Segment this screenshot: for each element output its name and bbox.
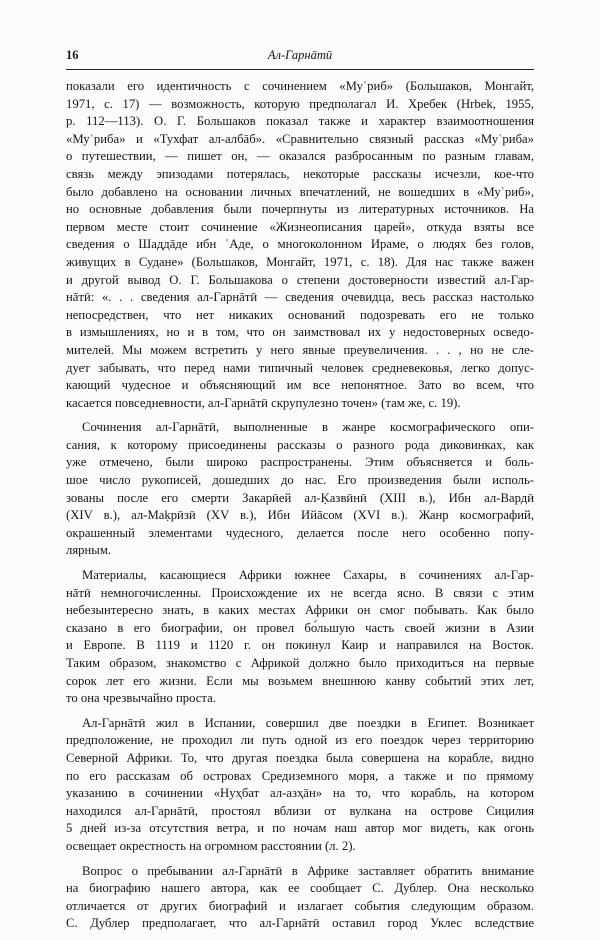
text-line: р. 112—113). О. Г. Большаков показал также и характер взаимоотношения <box>66 114 534 129</box>
text-line: Вопрос о пребывании ал-Гарнāтӣ в Африке заставляет обратить внимание <box>82 863 534 878</box>
running-title: Ал-Гарнāтӣ <box>267 48 333 62</box>
text-line: шое число рукописей, дошедших до нас. Его произведения были исполь- <box>66 473 534 488</box>
paragraph <box>66 419 534 560</box>
text-line: небезынтересно знать, в каких местах Африки он смог побывать. Как было <box>66 603 534 618</box>
text-line: то она чрезвычайно проста. <box>66 691 216 706</box>
text-line: указанию в сочинении «Нуҳбат ал-азҳāн» на то, что корабль, на котором <box>66 786 534 801</box>
text-line: 5 дней из-за отсутствия ветра, и по ночам наш автор мог видеть, как огонь <box>66 821 534 836</box>
header-rule <box>66 69 534 70</box>
text-line: и другой вывод О. Г. Большакова о степени достоверности известий ал-Гар- <box>66 272 534 287</box>
text-line: 1971, с. 17) — возможность, которую предполагал И. Хребек (Hrbek, 1955, <box>66 96 534 111</box>
text-line: в измышлениях, но и в том, что он заимствовал их у недостоверных осведо- <box>66 325 534 340</box>
text-line: о путешествии, — пишет он, — оказался разбросанным по разным главам, <box>66 149 534 164</box>
text-line: С. Дублер предполагает, что ал-Гарнāтӣ оставил город Уклес вследствие <box>66 916 534 931</box>
text-line: находился ал-Гарнāтӣ, простоял вблизи от вулкана на острове Сицилия <box>66 803 534 818</box>
text-line: на биографию нашего автора, как ее сообщает С. Дублер. Она несколько <box>66 881 534 896</box>
text-line: (XIV в.), ал-Маḳрӣзӣ (XV в.), Ибн Ийāсом (XVI в.). Жанр космографий, <box>66 508 534 523</box>
paragraph <box>66 715 534 856</box>
page-number: 16 <box>66 48 79 62</box>
text-line: Ал-Гарнāтӣ жил в Испании, совершил две поездки в Египет. Возникает <box>82 715 534 730</box>
text-line: сания, к которому присоединены рассказы о разного рода диковинках, как <box>66 437 534 452</box>
text-line: кающий чудесное и объясняющий им все непонятное. Зато во всем, что <box>66 378 534 393</box>
text-line: мителей. Мы можем встретить у него явные преувеличения. . . , но не сле- <box>66 342 534 357</box>
text-line: живущих в Судане» (Большаков, Монгайт, 1971, с. 18). Для нас также важен <box>66 254 534 269</box>
text-line: но основные добавления были почерпнуты из литературных источников. На <box>66 202 534 217</box>
text-line: Таким образом, знакомство с Африкой должно было приходиться на первые <box>66 656 534 670</box>
text-line: по его рассказам об островах Средиземного моря, а также и по прямому <box>66 768 534 783</box>
text-line: нāтӣ: «. . . сведения ал-Гарнāтӣ — сведения очевидца, весь рассказ настолько <box>66 290 534 305</box>
text-line: непосредствен, что нет никаких оснований подозревать его не только <box>66 307 534 322</box>
paragraph <box>66 863 534 933</box>
text-line: Материалы, касающиеся Африки южнее Сахары, в сочинениях ал-Гар- <box>82 568 534 583</box>
text-line: и Европе. В 1119 и 1120 г. он покинул Каир и направился на Восток. <box>66 638 534 653</box>
text-line: предположение, не проходил ли путь одной из его поездок через территорию <box>66 733 534 748</box>
text-line: лярным. <box>66 543 112 558</box>
paragraph <box>66 567 534 708</box>
main-text <box>66 78 534 940</box>
text-line: уже отмечено, были широко распространены. Этим объясняется и боль- <box>66 455 534 470</box>
text-line: дует забывать, что перед нами типичный человек средневековья, легко допус- <box>66 360 534 375</box>
text-line: Северной Африки. То, что другая поездка была совершена на корабле, видно <box>66 750 534 765</box>
text-line: нāтӣ немногочисленны. Происхождение их не всегда ясно. В связи с этим <box>66 585 534 600</box>
text-line: «Муʿриба» и «Тухфат ал-албāб». «Сравнительно связный рассказ «Муʿриба» <box>66 131 534 146</box>
page-header <box>66 48 534 68</box>
text-line: связь между эпизодами потерялась, некоторые рассказы исчезли, кое-что <box>66 166 534 181</box>
paragraph <box>66 78 534 412</box>
text-line: сведения о Шаддāде ибн ʿАде, о многоколонном Ираме, о людях без голов, <box>66 237 534 252</box>
text-line: зованы после его смерти Закарӣей ал-Ḳазвӣнӣ (XIII в.), Ибн ал-Вардӣ <box>66 490 534 505</box>
text-line: освещает окрестность на огромном расстоянии (л. 2). <box>66 838 356 853</box>
text-line: было добавлено на основании личных впечатлений, не вошедших в «Муʿриб», <box>66 184 534 199</box>
text-line: сорок лет его жизни. Если мы возьмем внешнюю канву событий этих лет, <box>66 673 534 688</box>
text-line: показали его идентичность с сочинением «Муʿриб» (Большаков, Монгайт, <box>66 79 534 93</box>
text-line: первом месте стоит сочинение «Жизнеописания царей», откуда взяты все <box>66 219 534 234</box>
text-line: сказано в его биографии, он провел бо́льшую часть своей жизни в Азии <box>66 620 534 635</box>
text-line: касается повседневности, ал-Гарнāтӣ скрупулезно точен» (там же, с. 19). <box>66 395 461 410</box>
text-line: Сочинения ал-Гарнāтӣ, выполненные в жанре космографического опи- <box>82 420 534 435</box>
text-line: окрашенный элементами чудесного, делается после него особенно попу- <box>66 525 534 540</box>
text-line: отличается от других биографий и излагает события следующим образом. <box>66 898 534 913</box>
